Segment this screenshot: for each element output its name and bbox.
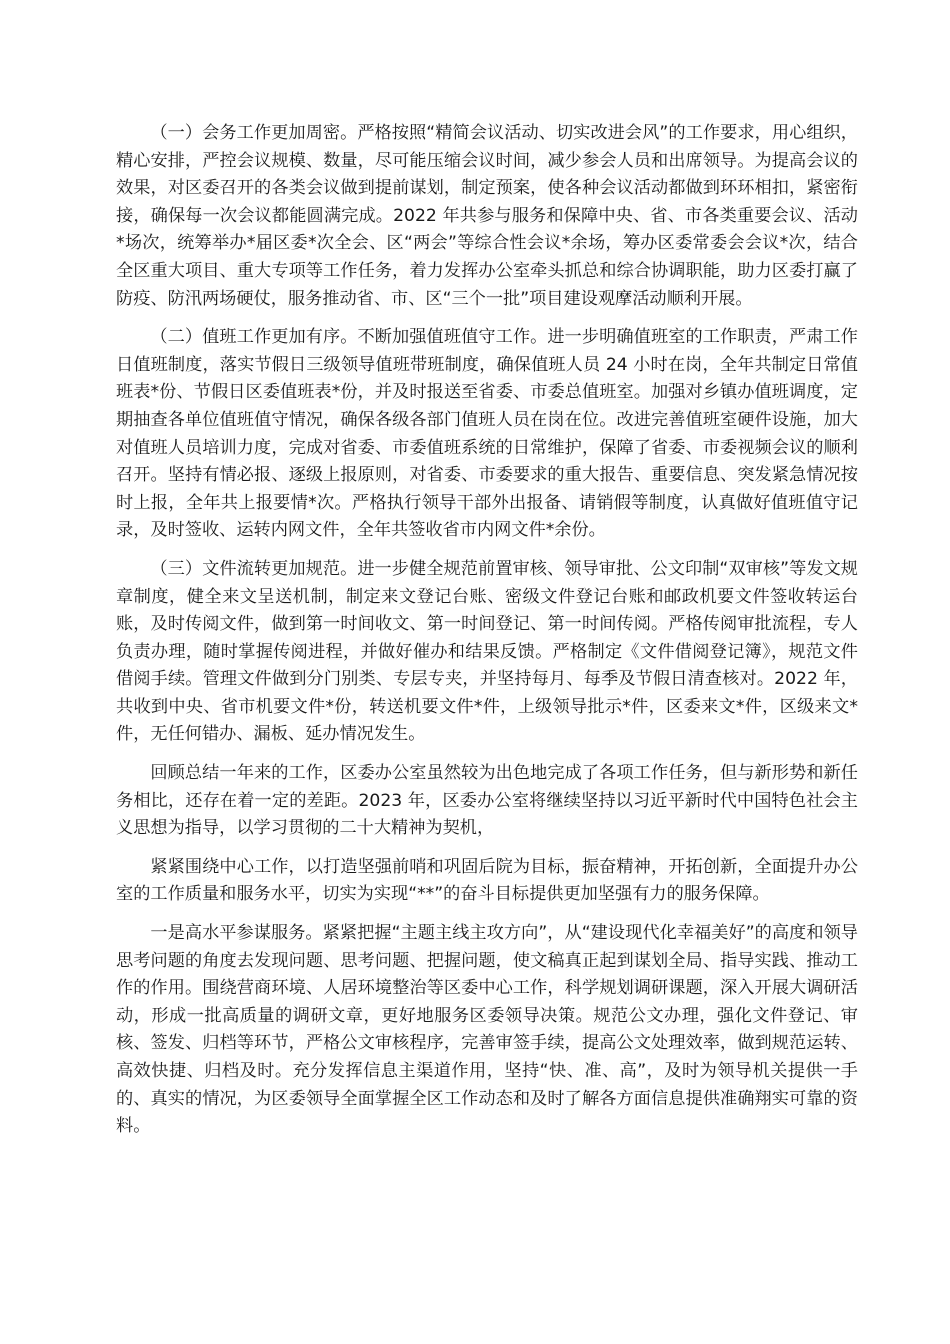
paragraph-meeting-work: （一）会务工作更加周密。严格按照“精简会议活动、切实改进会风”的工作要求，用心组织，精心安排，严控会议规模、数量，尽可能压缩会议时间，减少参会人员和出席领导。为提高会议的效果，对区委召开的各类会议做到提前谋划，制定预案，使各种会议活动都做到环环相扣，紧密衔接，确保每一次会议都能圆满完成。2022 年共参与服务和保障中央、省、市各类重要会议、活动*场次，统筹举办*届区委*次全会、区“两会”等综合性会议*余场，筹办区委常委会会议*次，结合全区重大项目、重大专项等工作任务，着力发挥办公室牵头抓总和综合协调职能，助力区委打赢了防疫、防汛两场硬仗，服务推动省、市、区“三个一批”项目建设观摩活动顺利开展。: [116, 123, 858, 309]
paragraph-document-flow: （三）文件流转更加规范。进一步健全规范前置审核、领导审批、公文印制“双审核”等发文规章制度，健全来文呈送机制，制定来文登记台账、密级文件登记台账和邮政机要文件签收转运台账，及时传阅文件，做到第一时间收文、第一时间登记、第一时间传阅。严格传阅审批流程，专人负责办理，随时掌握传阅进程，并做好催办和结果反馈。严格制定《文件借阅登记簿》，规范文件借阅手续。管理文件做到分门别类、专层专夹，并坚持每月、每季及节假日清查核对。2022 年，共收到中央、省市机要文件*份，转送机要文件*件，上级领导批示*件，区委来文*件，区级来文*件，无任何错办、漏板、延办情况发生。: [116, 558, 858, 745]
paragraph-review-summary: 回顾总结一年来的工作，区委办公室虽然较为出色地完成了各项工作任务，但与新形势和新任务相比，还存在着一定的差距。2023 年，区委办公室将继续坚持以习近平新时代中国特色社会主义思想为指导，以学习贯彻的二十大精神为契机，: [116, 763, 858, 839]
document-page: [116, 120, 858, 1152]
paragraph-duty-work: （二）值班工作更加有序。不断加强值班值守工作。进一步明确值班室的工作职责，严肃工作日值班制度，落实节假日三级领导值班带班制度，确保值班人员 24 小时在岗，全年共制定日常值班表*份、节假日区委值班表*份，并及时报送至省委、市委总值班室。加强对乡镇办值班调度，定期抽查各单位值班值守情况，确保各级各部门值班人员在岗在位。改进完善值班室硬件设施，加大对值班人员培训力度，完成对省委、市委值班系统的日常维护，保障了省委、市委视频会议的顺利召开。坚持有情必报、逐级上报原则，对省委、市委要求的重大报告、重要信息、突发紧急情况按时上报，全年共上报要情*次。严格执行领导干部外出报备、请销假等制度，认真做好值班值守记录，及时签收、运转内网文件，全年共签收省市内网文件*余份。: [116, 327, 858, 541]
paragraph-advisory-service: 一是高水平参谋服务。紧紧把握“主题主线主攻方向”，从“建设现代化幸福美好”的高度和领导思考问题的角度去发现问题、思考问题、把握问题，使文稿真正起到谋划全局、指导实践、推动工作的作用。围绕营商环境、人居环境整治等区委中心工作，科学规划调研课题，深入开展大调研活动，形成一批高质量的调研文章，更好地服务区委领导决策。规范公文办理，强化文件登记、审核、签发、归档等环节，严格公文审核程序，完善审签手续，提高公文处理效率，做到规范运转、高效快捷、归档及时。充分发挥信息主渠道作用，坚持“快、准、高”，及时为领导机关提供一手的、真实的情况，为区委领导全面掌握全区工作动态和及时了解各方面信息提供准确翔实可靠的资料。: [116, 923, 858, 1137]
paragraph-focus-center: 紧紧围绕中心工作，以打造坚强前哨和巩固后院为目标，振奋精神，开拓创新，全面提升办公室的工作质量和服务水平，切实为实现“**”的奋斗目标提供更加坚强有力的服务保障。: [116, 856, 858, 905]
